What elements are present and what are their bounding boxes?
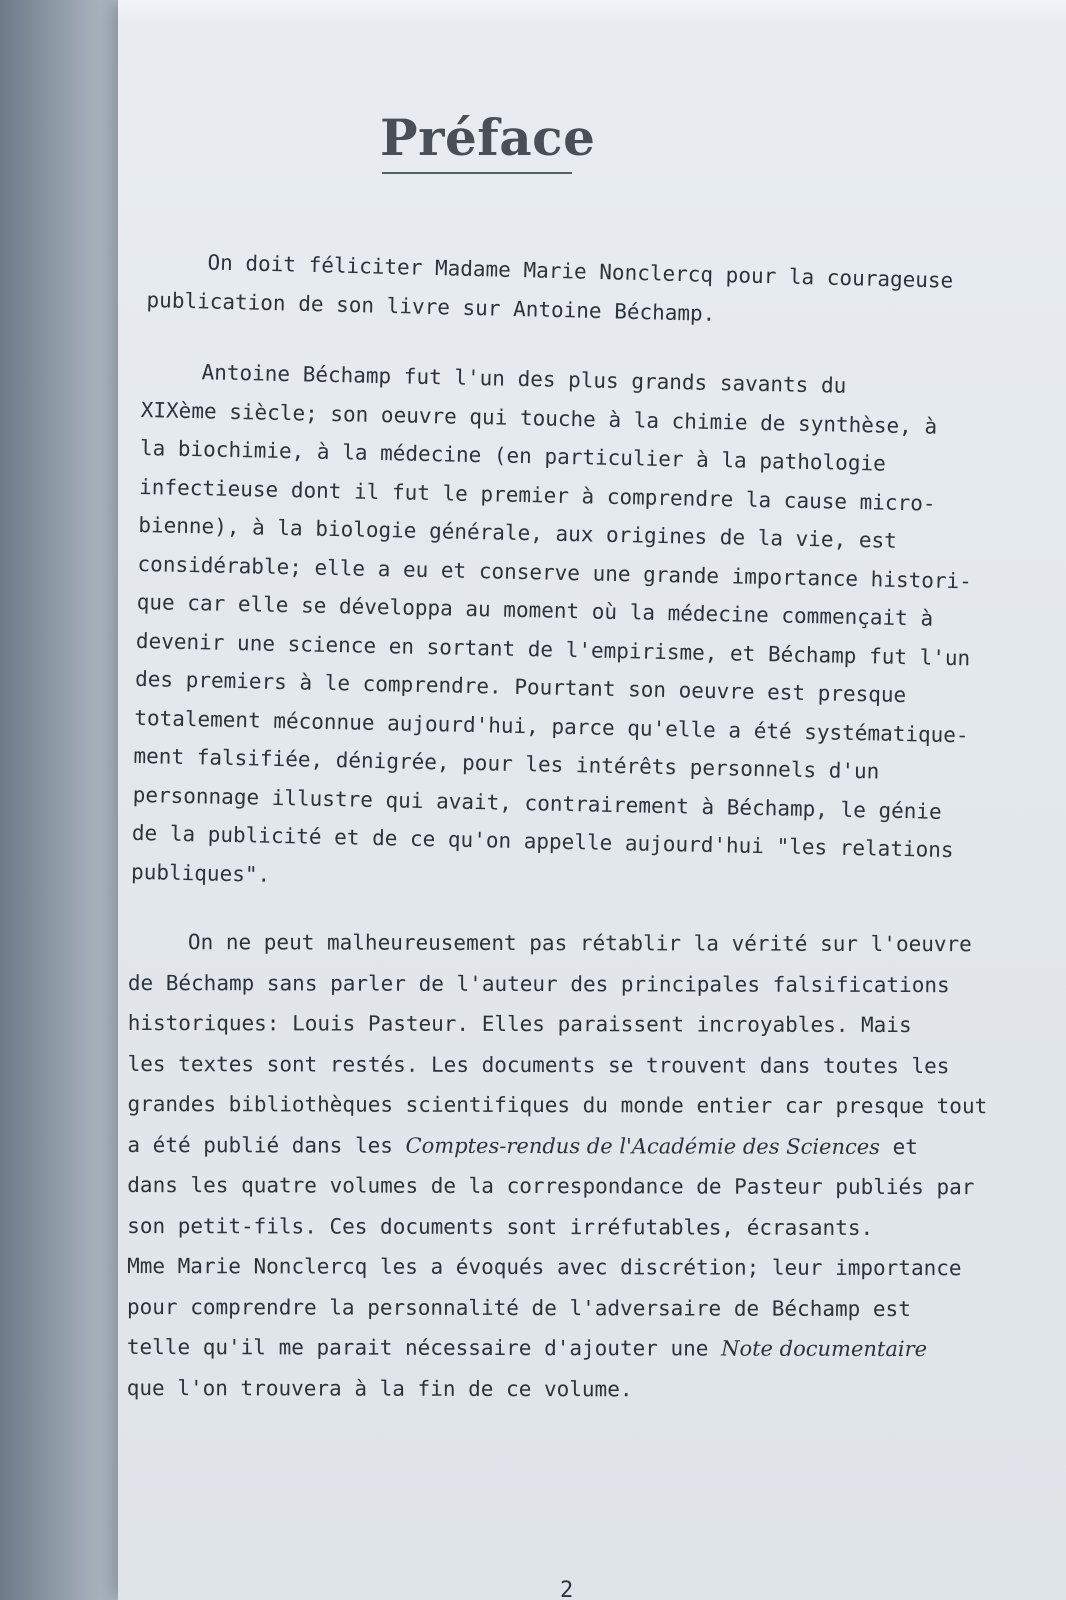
- text-line: grandes bibliothèques scientifiques du monde entier car presque tout: [127, 1091, 988, 1119]
- text-line: de la publicité et de ce qu'on appelle aujourd'hui "les relations: [131, 820, 954, 863]
- text-segment: telle qu'il me parait nécessaire d'ajouter une: [126, 1334, 722, 1361]
- text-line: la biochimie, à la médecine (en particulier à la pathologie: [139, 435, 887, 476]
- text-line: On doit féliciter Madame Marie Nonclercq pour la courageuse: [207, 250, 954, 293]
- page-number: 2: [560, 1578, 574, 1600]
- text-line-with-note: [127, 1327, 987, 1370]
- text-line: Antoine Béchamp fut l'un des plus grands savants du: [201, 360, 847, 398]
- text-line: publication de son livre sur Antoine Béchamp.: [146, 287, 716, 326]
- title-underline: [382, 172, 572, 174]
- text-line: dans les quatre volumes de la correspondance de Pasteur publiés par: [127, 1172, 975, 1200]
- paragraph-2: [131, 352, 977, 908]
- journal-title-italic: Comptes-rendus de l'Académie des Sciences: [405, 1133, 881, 1159]
- book-spine-shadow: [0, 0, 118, 1600]
- text-line: que car elle se développa au moment où la médecine commençait à: [136, 589, 934, 631]
- text-line: ment falsifiée, dénigrée, pour les intérêts personnels d'un: [133, 743, 880, 784]
- text-line: infectieuse dont il fut le premier à comprendre la cause micro-: [138, 474, 936, 516]
- text-line: Mme Marie Nonclercq les a évoqués avec discrétion; leur importance: [127, 1253, 962, 1281]
- paragraph-3: [127, 922, 988, 1410]
- text-line: pour comprendre la personnalité de l'adversaire de Béchamp est: [126, 1294, 911, 1321]
- text-segment: et: [879, 1134, 918, 1159]
- note-documentaire-italic: Note documentaire: [721, 1336, 928, 1362]
- text-line: totalement méconnue aujourd'hui, parce qu'elle a été systématique-: [134, 705, 969, 747]
- text-line: bienne), à la biologie générale, aux origines de la vie, est: [138, 512, 898, 553]
- text-line: publiques".: [130, 859, 271, 887]
- page-title: Préface: [380, 108, 596, 167]
- text-line: les textes sont restés. Les documents se trouvent dans toutes les: [127, 1051, 950, 1078]
- text-line-with-citation: [127, 1124, 987, 1167]
- text-line: On ne peut malheureusement pas rétablir la vérité sur l'oeuvre: [187, 930, 972, 957]
- text-line: considérable; elle a eu et conserve une grande importance histori-: [137, 551, 973, 593]
- text-line: devenir une science en sortant de l'empirisme, et Béchamp fut l'un: [135, 628, 971, 670]
- text-line: XIXème siècle; son oeuvre qui touche à la chimie de synthèse, à: [140, 397, 938, 439]
- text-segment: a été publié dans les: [127, 1132, 406, 1158]
- text-line: que l'on trouvera à la fin de ce volume.: [126, 1375, 633, 1401]
- text-line: de Béchamp sans parler de l'auteur des principales falsifications: [127, 970, 950, 997]
- page-top-edge: [118, 0, 1066, 22]
- text-line: personnage illustre qui avait, contrairement à Béchamp, le génie: [132, 782, 942, 824]
- text-line: son petit-fils. Ces documents sont irréfutables, écrasants.: [127, 1213, 874, 1240]
- text-line: des premiers à le comprendre. Pourtant son oeuvre est presque: [134, 666, 907, 708]
- text-line: historiques: Louis Pasteur. Elles paraissent incroyables. Mais: [127, 1010, 912, 1038]
